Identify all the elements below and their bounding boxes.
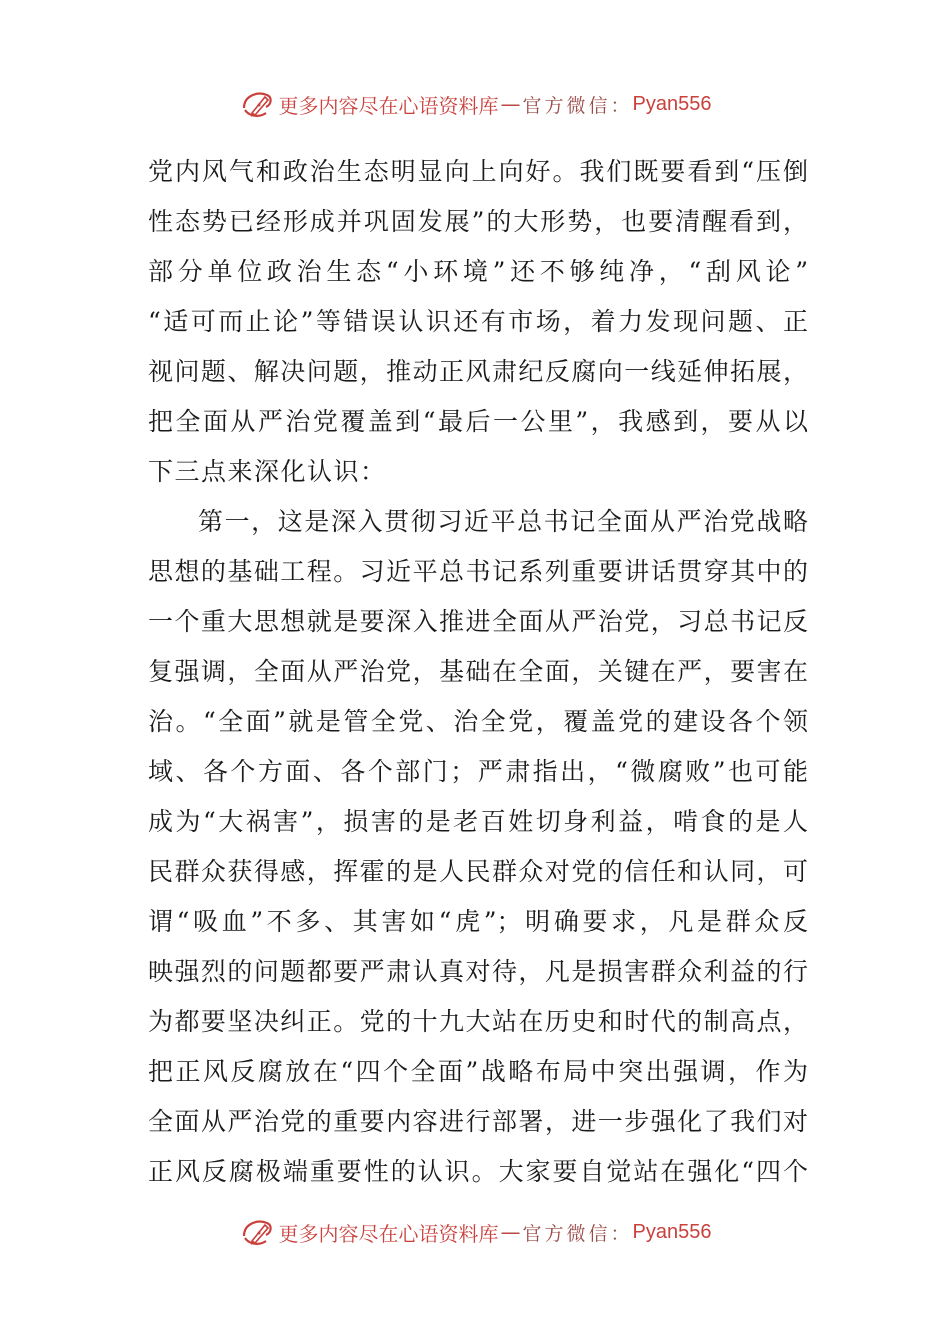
text-line: 谓“吸血”不多、其害如“虎”；明确要求，凡是群众反	[148, 907, 808, 936]
text-line: 复强调，全面从严治党，基础在全面，关键在严，要害在	[148, 657, 808, 686]
text-line: 一个重大思想就是要深入推进全面从严治党，习总书记反	[148, 607, 808, 636]
text-line: “适可而止论”等错误认识还有市场，着力发现问题、正	[148, 307, 808, 336]
document-body	[148, 147, 808, 1197]
text-line: 正风反腐极端重要性的认识。大家要自觉站在强化“四个	[148, 1157, 808, 1186]
watermark-label: 官方微信：	[522, 1222, 633, 1245]
pen-logo-icon	[239, 86, 275, 122]
watermark-wechat-id: Pyan556	[632, 1220, 712, 1243]
text-line: 党内风气和政治生态明显向上向好。我们既要看到“压倒	[148, 157, 808, 186]
text-line: 民群众获得感，挥霍的是人民群众对党的信任和认同，可	[148, 857, 808, 886]
footer-watermark	[0, 1212, 950, 1252]
text-line: 下三点来深化认识：	[148, 457, 387, 486]
pen-logo-icon	[239, 1214, 275, 1250]
text-line: 治。“全面”就是管全党、治全党，覆盖党的建设各个领	[148, 707, 808, 736]
text-line: 为都要坚决纠正。党的十九大站在历史和时代的制高点，	[148, 1007, 808, 1036]
watermark-brand: 更多内容尽在心语资料库	[278, 1221, 499, 1246]
text-line: 把全面从严治党覆盖到“最后一公里”，我感到，要从以	[148, 407, 808, 436]
header-watermark	[0, 84, 950, 124]
watermark-brand: 更多内容尽在心语资料库	[278, 93, 499, 118]
watermark-wechat-id: Pyan556	[632, 92, 712, 115]
text-line: 视问题、解决问题，推动正风肃纪反腐向一线延伸拓展，	[148, 357, 808, 386]
watermark-label: 官方微信：	[522, 94, 633, 117]
text-line: 把正风反腐放在“四个全面”战略布局中突出强调，作为	[148, 1057, 808, 1086]
paragraph-first-line: 第一，这是深入贯彻习近平总书记全面从严治党战略	[198, 507, 808, 536]
text-line: 性态势已经形成并巩固发展”的大形势，也要清醒看到，	[148, 207, 808, 236]
watermark-separator: —	[500, 1220, 521, 1244]
text-line: 部分单位政治生态“小环境”还不够纯净，“刮风论”	[148, 257, 808, 286]
watermark-separator: —	[500, 92, 521, 116]
text-line: 域、各个方面、各个部门；严肃指出，“微腐败”也可能	[148, 757, 808, 786]
text-line: 全面从严治党的重要内容进行部署，进一步强化了我们对	[148, 1107, 808, 1136]
text-line: 成为“大祸害”，损害的是老百姓切身利益，啃食的是人	[148, 807, 808, 836]
text-line: 思想的基础工程。习近平总书记系列重要讲话贯穿其中的	[148, 557, 808, 586]
text-line: 映强烈的问题都要严肃认真对待，凡是损害群众利益的行	[148, 957, 808, 986]
